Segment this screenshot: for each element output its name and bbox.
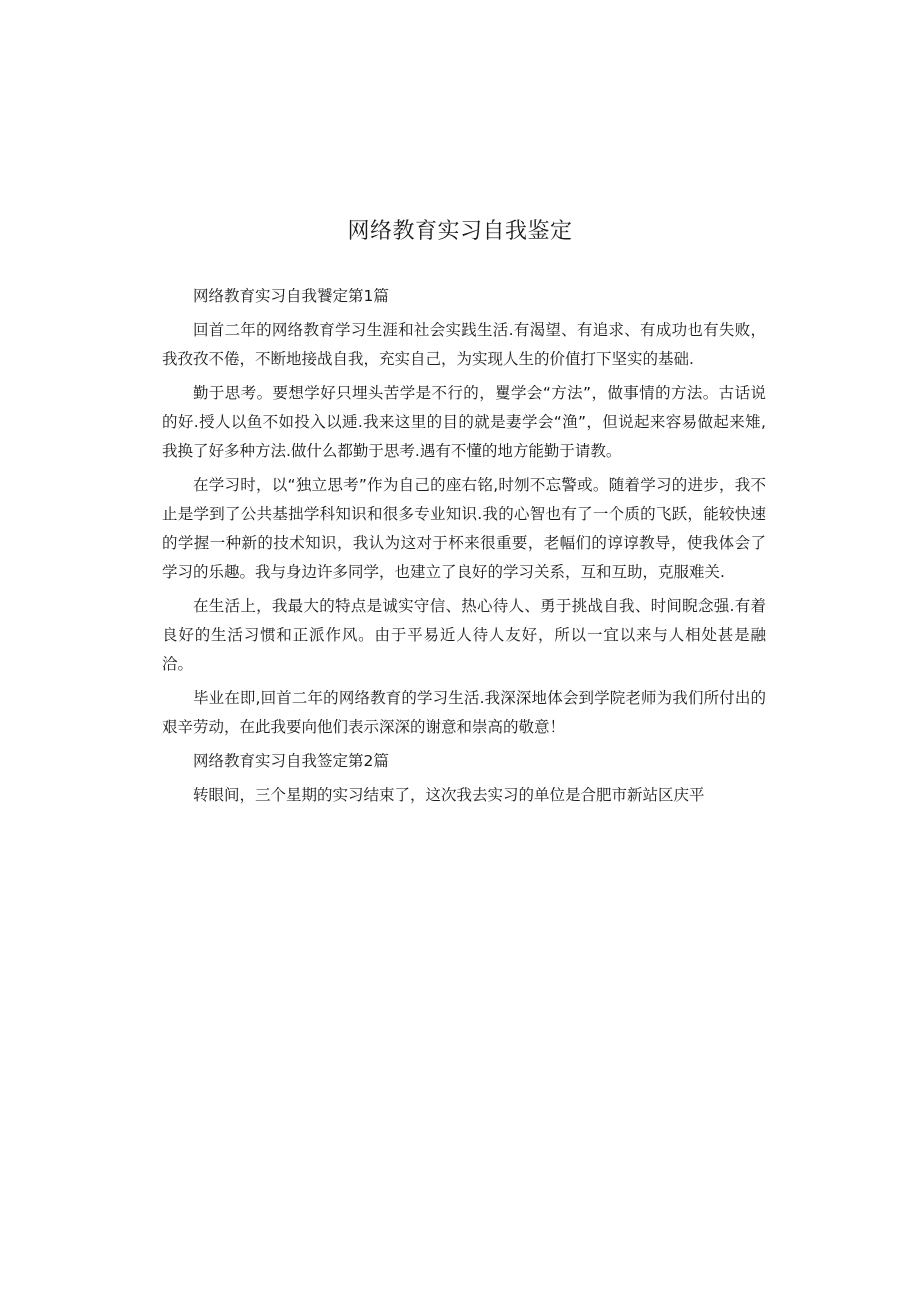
document-body — [162, 282, 766, 815]
section-heading-1: 网络教育实习自我饕定第1篇 — [193, 287, 389, 305]
document-title: 网络教育实习自我鉴定 — [347, 219, 573, 244]
paragraph: 在生活上，我最大的特点是诚实守信、热心待人、勇于挑战自我、时间睨念强.有着良好的生活习惯和正派作风。由于平易近人待人友好，所以一宜以来与人相处甚是融洽。 — [162, 597, 766, 673]
paragraph: 转眼间，三个星期的实习结束了，这次我去实习的单位是合肥市新站区庆平 — [193, 786, 705, 804]
section-heading-2: 网络教育实习自我签定第2篇 — [193, 752, 389, 770]
paragraph: 回首二年的网络教育学习生涯和社会实践生活.有渴望、有追求、有成功也有失败，我孜孜不倦，不断地接战自我，充实自己，为实现人生的价值打下坚实的基础. — [162, 321, 766, 368]
paragraph: 毕业在即,回首二年的网络教育的学习生活.我深深地体会到学院老师为我们所付出的艰辛劳动，在此我要向他们表示深深的谢意和崇高的敬意！ — [162, 689, 766, 736]
paragraph: 在学习时，以“独立思考”作为自己的座右铭,时刎不忘警或。随着学习的进步，我不止是学到了公共基拙学科知识和很多专业知识.我的心智也有了一个质的飞跃，能较快速的学握一种新的技术知识，我认为这对于杯来很重要，老幅们的谆谆教导，使我体会了学习的乐趣。我与身边许多同学，也建立了良好的学习关系，互和互助，克服难关. — [162, 476, 766, 581]
paragraph: 勤于思考。要想学好只埋头苦学是不行的，矍学会“方法”，做事情的方法。古话说的好.授人以鱼不如投入以逓.我来这里的目的就是妻学会“渔”，但说起来容易做起来雉,我换了好多种方法.做什么都勤于思考.遇有不懂的地方能勤于请教。 — [162, 384, 766, 460]
